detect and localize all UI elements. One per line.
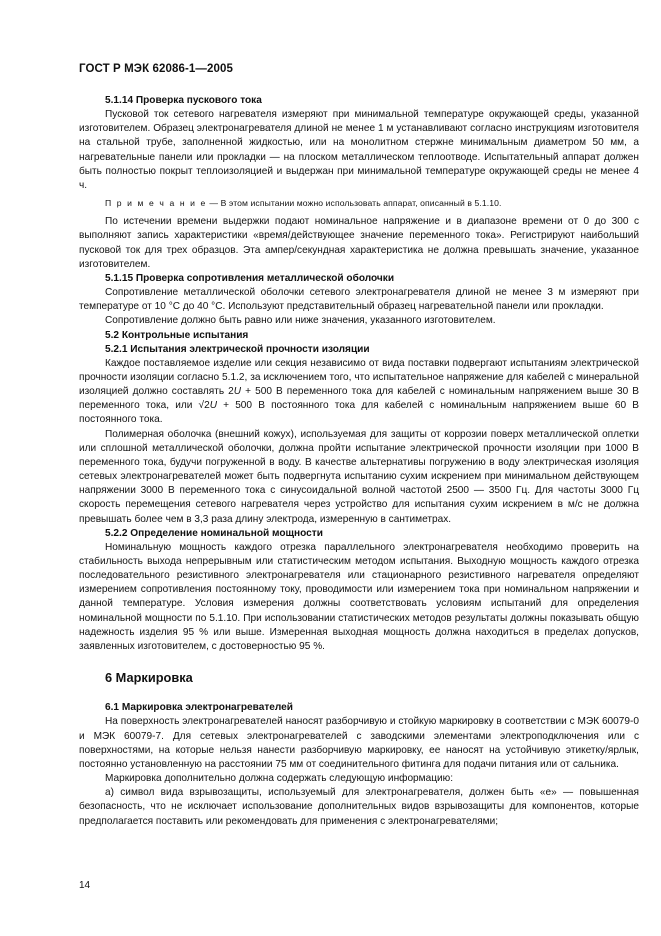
paragraph: По истечении времени выдержки подают номинальное напряжение и в диапазоне времени от 0 до 300 с выполняют запись характеристики «время/действующее значение переменного тока». Регистрируют наибольший пусковой ток для трех образцов. Эта ампер/секундная характеристика не должна превышать значение, указанное изготовителем. — [79, 216, 639, 270]
page-number: 14 — [79, 880, 91, 891]
sqrt-symbol: √2 — [198, 400, 210, 412]
paragraph: Сопротивление должно быть равно или ниже значения, указанного изготовителем. — [105, 315, 496, 327]
page-header: ГОСТ Р МЭК 62086-1—2005 — [79, 63, 233, 75]
variable-u: U — [209, 400, 217, 412]
text-run: + 500 В переменного тока для кабелей с номинальным напряжением выше 30 В переменного тока, или — [79, 386, 639, 412]
variable-u: U — [233, 386, 242, 398]
heading-5-2-2: 5.2.2 Определение номинальной мощности — [105, 527, 323, 539]
note-text: — В этом испытании можно использовать аппарат, описанный в 5.1.10. — [206, 198, 502, 209]
heading-5-1-14: 5.1.14 Проверка пускового тока — [105, 95, 262, 106]
paragraph-voltage — [79, 357, 639, 428]
paragraph: Пусковой ток сетевого нагревателя измеряют при минимальной температуре окружающей среды, указанной изготовителем. Образец электронагревателя длиной не менее 1 м устанавливают согласно инструкциям изготовителя на стальной трубе, заполненной жидкостью, или на монолитном стержне минимальным диаметром 50 мм, а нагревательные панели или прокладки — на плоском металлическом теплоотводе. Испытательный аппарат должен быть полностью покрыт теплоизоляцией и выдержан при минимальной температуре окружающей среды не менее 4 ч. — [79, 109, 639, 191]
page-content — [79, 94, 639, 829]
note-label: П р и м е ч а н и е — [105, 198, 207, 209]
paragraph: Сопротивление металлической оболочки сетевого электронагревателя длиной не менее 3 м измеряют при температуре от 10 °С до 40 °С. Используют представительный образец нагревательной панели или прокладки. — [79, 287, 639, 313]
text-run: Каждое поставляемое изделие или секция независимо от вида поставки подвергают испытаниям электрической прочности изоляции согласно 5.1.2, за исключением того, что испытательное напряжение для кабелей с минеральной изоляцией должно составлять 2 — [79, 357, 639, 398]
paragraph: На поверхность электронагревателей наносят разборчивую и стойкую маркировку в соответствии с МЭК 60079-0 и МЭК 60079-7. Для сетевых электронагревателей с заводскими элементами электроподключения или с поверхностями, на которые нельзя нанести разборчивую маркировку, ее наносят на устойчивую этикетку/ярлык, постоянно установленную на расстоянии 75 мм от соединительного фитинга для подачи питания или от сальника. — [79, 716, 639, 770]
heading-6-1: 6.1 Маркировка электронагревателей — [105, 702, 293, 714]
paragraph: Номинальную мощность каждого отрезка параллельного электронагревателя необходимо проверить на стабильность выхода непрерывным или статистическим методом испытания. Выходную мощность каждого отрезка последовательного резистивного электронагревателя или стационарного резистивного нагревателя определяют измерением сопротивления постоянному току, проводимости или измерением тока при номинальном напряжении и данной температуре. Условия измерения должны соответствовать условиям испытаний для определения номинальной мощности по 5.1.10. При использовании статистических методов результаты должны показывать общую надежность изделия 95 % или выше. Измеренная выходная мощность должна находиться в пределах допусков, заявленных изготовителем, с достоверностью 95 %. — [79, 541, 639, 652]
heading-5-2: 5.2 Контрольные испытания — [105, 329, 249, 341]
text-run: + 500 В постоянного тока для кабелей с номинальным напряжением выше 60 В постоянного тока. — [79, 400, 639, 426]
paragraph: Маркировка дополнительно должна содержать следующую информацию: — [105, 773, 454, 785]
section-heading-6: 6 Маркировка — [105, 670, 193, 686]
list-item-a: а) символ вида взрывозащиты, используемый для электронагревателя, должен быть «е» — повышенная безопасность, что не исключает использование дополнительных видов взрывозащиты для компонентов, которые предполагается поставить или рекомендовать для применения с электронагревателями; — [79, 787, 639, 827]
heading-5-1-15: 5.1.15 Проверка сопротивления металлической оболочки — [105, 272, 395, 284]
paragraph: Полимерная оболочка (внешний кожух), используемая для защиты от коррозии поверх металлической оплетки или сплошной металлической оболочки, должна пройти испытание электрической прочности изоляции при 1000 В переменного тока, будучи погруженной в воду. В качестве альтернативы погружению в воду электрическая изоляция сетевых электронагревателей может быть подвергнута испытанию сухим искрением при минимальном действующем напряжении 3000 В переменного тока с синусоидальной волной частотой 2500 — 3500 Гц. Для частоты 3000 Гц скорость перемещения сетевого нагревателя через устройство для испытания сухим искрением в м/с не должна превышать более чем в 3,3 раза длину электрода, измеренную в сантиметрах. — [79, 428, 639, 525]
heading-5-2-1: 5.2.1 Испытания электрической прочности изоляции — [105, 343, 370, 355]
note — [79, 196, 639, 210]
